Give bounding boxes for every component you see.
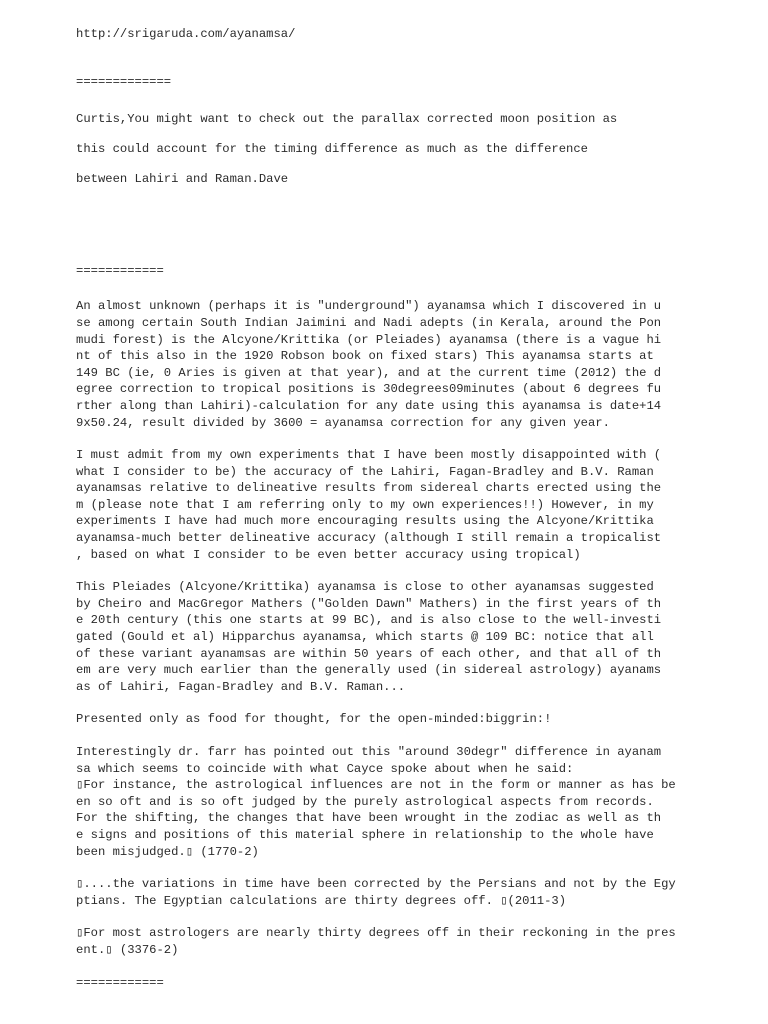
source-url[interactable]: http://srigaruda.com/ayanamsa/: [76, 27, 296, 41]
text-line: ptians. The Egyptian calculations are thirty degrees off. ▯(2011-3): [76, 893, 567, 908]
text-line: e signs and positions of this material sphere in relationship to the whole have: [76, 827, 654, 842]
text-line: 9x50.24, result divided by 3600 = ayanamsa correction for any given year.: [76, 415, 610, 430]
text-line: Interestingly dr. farr has pointed out this "around 30degr" difference in ayanam: [76, 745, 662, 759]
text-line: For the shifting, the changes that have been wrought in the zodiac as well as th: [76, 811, 662, 826]
text-line: e 20th century (this one starts at 99 BC), and is also close to the well-investi: [76, 613, 662, 628]
separator-3: ============: [76, 975, 164, 990]
paragraph-pleiades: [76, 579, 686, 695]
text-line: egree correction to tropical positions is 30degrees09minutes (about 6 degrees fu: [76, 382, 662, 397]
text-line: en so oft and is so oft judged by the purely astrological aspects from records.: [76, 794, 654, 809]
intro-line: this could account for the timing difference as much as the difference: [76, 142, 588, 157]
text-line: Presented only as food for thought, for the open-minded:biggrin:!: [76, 712, 552, 727]
text-line: of these variant ayanamsas are within 50 years of each other, and that all of th: [76, 646, 662, 661]
text-line: by Cheiro and MacGregor Mathers ("Golden Dawn" Mathers) in the first years of th: [76, 596, 662, 611]
text-line: ayanamsas relative to delineative results from sidereal charts erected using the: [76, 481, 662, 496]
text-line: rther along than Lahiri)-calculation for any date using this ayanamsa is date+14: [76, 398, 662, 413]
text-line: I must admit from my own experiments that I have been mostly disappointed with (: [76, 448, 662, 463]
text-line: ▯For instance, the astrological influences are not in the form or manner as has be: [76, 778, 676, 793]
text-line: ent.▯ (3376-2): [76, 942, 179, 957]
text-line: experiments I have had much more encouraging results using the Alcyone/Krittika: [76, 514, 654, 529]
separator-1: =============: [76, 74, 172, 89]
text-line: been misjudged.▯ (1770-2): [76, 844, 259, 859]
text-line: gated (Gould et al) Hipparchus ayanamsa, which starts @ 109 BC: notice that all: [76, 630, 654, 645]
intro-paragraph: [76, 111, 686, 188]
text-line: what I consider to be) the accuracy of the Lahiri, Fagan-Bradley and B.V. Raman: [76, 464, 654, 479]
paragraph-cayce-quote: [76, 744, 686, 860]
text-line: nt of this also in the 1920 Robson book on fixed stars) This ayanamsa starts at: [76, 349, 654, 364]
text-line: This Pleiades (Alcyone/Krittika) ayanamsa is close to other ayanamsas suggested: [76, 580, 654, 595]
text-line: se among certain South Indian Jaimini and Nadi adepts (in Kerala, around the Pon: [76, 315, 662, 330]
text-line: ▯....the variations in time have been corrected by the Persians and not by the Egy: [76, 877, 676, 892]
paragraph-experiments: [76, 447, 686, 563]
paragraph-persians: [76, 876, 686, 909]
text-line: ayanamsa-much better delineative accuracy (although I still remain a tropicalist: [76, 531, 662, 546]
intro-line: between Lahiri and Raman.Dave: [76, 172, 289, 187]
separator-2: ============: [76, 263, 164, 278]
text-line: , based on what I consider to be even better accuracy using tropical): [76, 547, 581, 562]
text-line: 149 BC (ie, 0 Aries is given at that year), and at the current time (2012) the d: [76, 365, 662, 380]
text-line: sa which seems to coincide with what Cayce spoke about when he said:: [76, 761, 574, 776]
text-line: em are very much earlier than the generally used (in sidereal astrology) ayanams: [76, 663, 662, 678]
text-line: An almost unknown (perhaps it is "underground") ayanamsa which I discovered in u: [76, 299, 662, 314]
paragraph-food-for-thought: [76, 711, 686, 728]
paragraph-ayanamsa-intro: [76, 298, 686, 431]
paragraph-astrologers: [76, 925, 686, 958]
text-line: m (please note that I am referring only to my own experiences!!) However, in my: [76, 497, 654, 512]
text-line: as of Lahiri, Fagan-Bradley and B.V. Raman...: [76, 679, 406, 694]
document-page: [76, 26, 686, 991]
text-line: ▯For most astrologers are nearly thirty degrees off in their reckoning in the pres: [76, 926, 676, 941]
text-line: mudi forest) is the Alcyone/Krittika (or Pleiades) ayanamsa (there is a vague hi: [76, 332, 662, 347]
intro-line: Curtis,You might want to check out the parallax corrected moon position as: [76, 112, 618, 127]
